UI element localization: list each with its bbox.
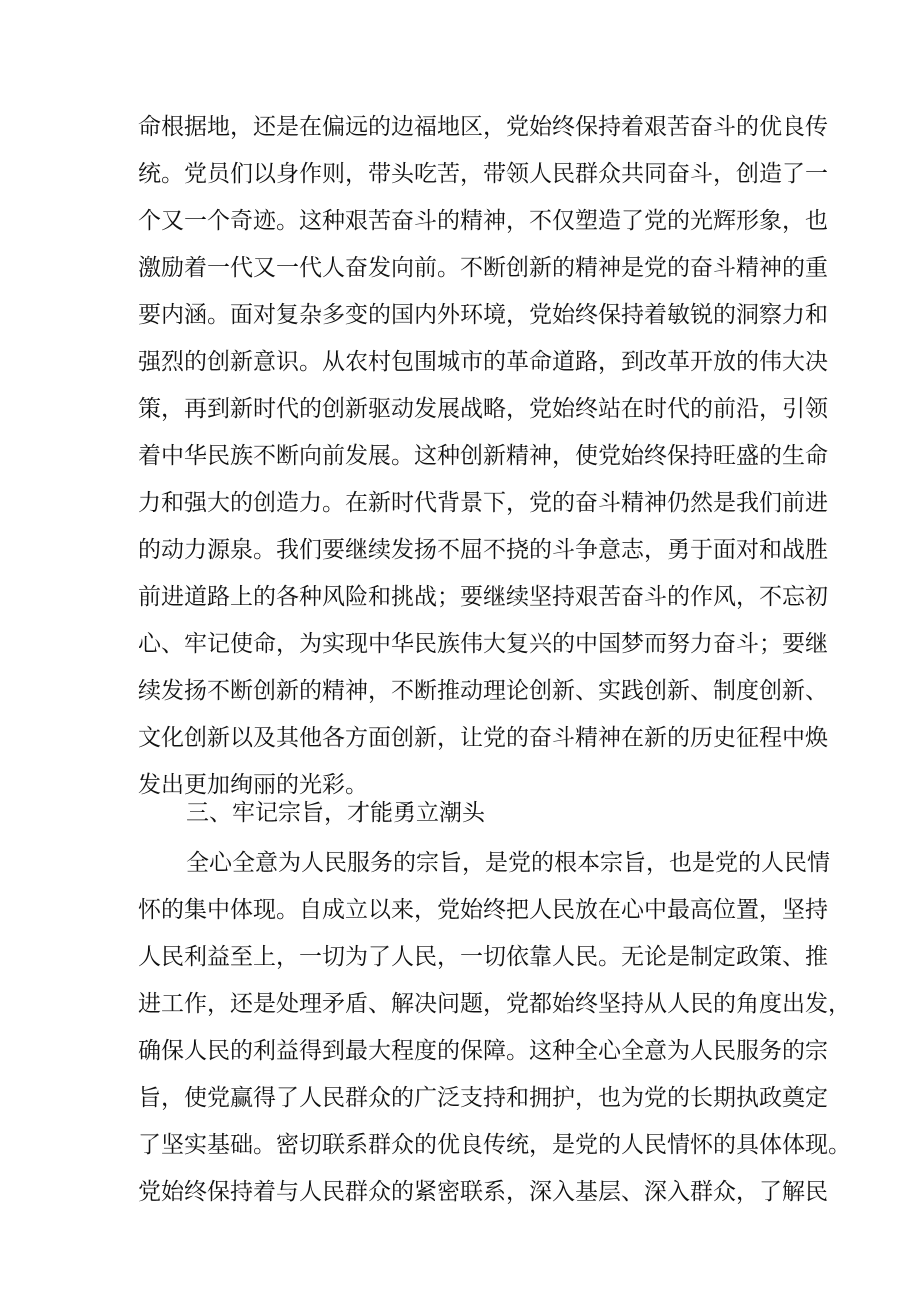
paragraph-line: 个又一个奇迹。这种艰苦奋斗的精神，不仅塑造了党的光辉形象，也	[138, 208, 828, 234]
paragraph-line: 确保人民的利益得到最大程度的保障。这种全心全意为人民服务的宗	[138, 1038, 828, 1064]
paragraph-line: 要内涵。面对复杂多变的国内外环境，党始终保持着敏锐的洞察力和	[138, 302, 828, 328]
paragraph-line: 心、牢记使命，为实现中华民族伟大复兴的中国梦而努力奋斗；要继	[138, 631, 828, 657]
paragraph-line: 了坚实基础。密切联系群众的优良传统，是党的人民情怀的具体体现。	[138, 1132, 851, 1158]
paragraph-line: 怀的集中体现。自成立以来，党始终把人民放在心中最高位置，坚持	[138, 897, 828, 923]
section-heading: 三、牢记宗旨，才能勇立潮头	[186, 800, 485, 826]
paragraph-line: 前进道路上的各种风险和挑战；要继续坚持艰苦奋斗的作风，不忘初	[138, 584, 828, 610]
paragraph-line: 人民利益至上，一切为了人民，一切依靠人民。无论是制定政策、推	[138, 944, 828, 970]
paragraph-line: 激励着一代又一代人奋发向前。不断创新的精神是党的奋斗精神的重	[138, 255, 828, 281]
paragraph-line: 党始终保持着与人民群众的紧密联系，深入基层、深入群众，了解民	[138, 1179, 828, 1205]
paragraph-line: 强烈的创新意识。从农村包围城市的革命道路，到改革开放的伟大决	[138, 349, 828, 375]
paragraph-line: 发出更加绚丽的光彩。	[138, 772, 368, 798]
paragraph-line: 文化创新以及其他各方面创新，让党的奋斗精神在新的历史征程中焕	[138, 725, 828, 751]
paragraph-line: 的动力源泉。我们要继续发扬不屈不挠的斗争意志，勇于面对和战胜	[138, 537, 828, 563]
paragraph-line: 命根据地，还是在偏远的边福地区，党始终保持着艰苦奋斗的优良传	[138, 114, 828, 140]
paragraph-line: 统。党员们以身作则，带头吃苦，带领人民群众共同奋斗，创造了一	[138, 161, 828, 187]
paragraph-2	[138, 840, 851, 1216]
paragraph-line: 进工作，还是处理矛盾、解决问题，党都始终坚持从人民的角度出发，	[138, 991, 851, 1017]
paragraph-line: 策，再到新时代的创新驱动发展战略，党始终站在时代的前沿，引领	[138, 396, 828, 422]
paragraph-1	[138, 104, 828, 809]
paragraph-line: 续发扬不断创新的精神，不断推动理论创新、实践创新、制度创新、	[138, 678, 828, 704]
paragraph-line: 力和强大的创造力。在新时代背景下，党的奋斗精神仍然是我们前进	[138, 490, 828, 516]
paragraph-line: 旨，使党赢得了人民群众的广泛支持和拥护，也为党的长期执政奠定	[138, 1085, 828, 1111]
paragraph-line: 全心全意为人民服务的宗旨，是党的根本宗旨，也是党的人民情	[186, 850, 830, 876]
paragraph-line: 着中华民族不断向前发展。这种创新精神，使党始终保持旺盛的生命	[138, 443, 828, 469]
